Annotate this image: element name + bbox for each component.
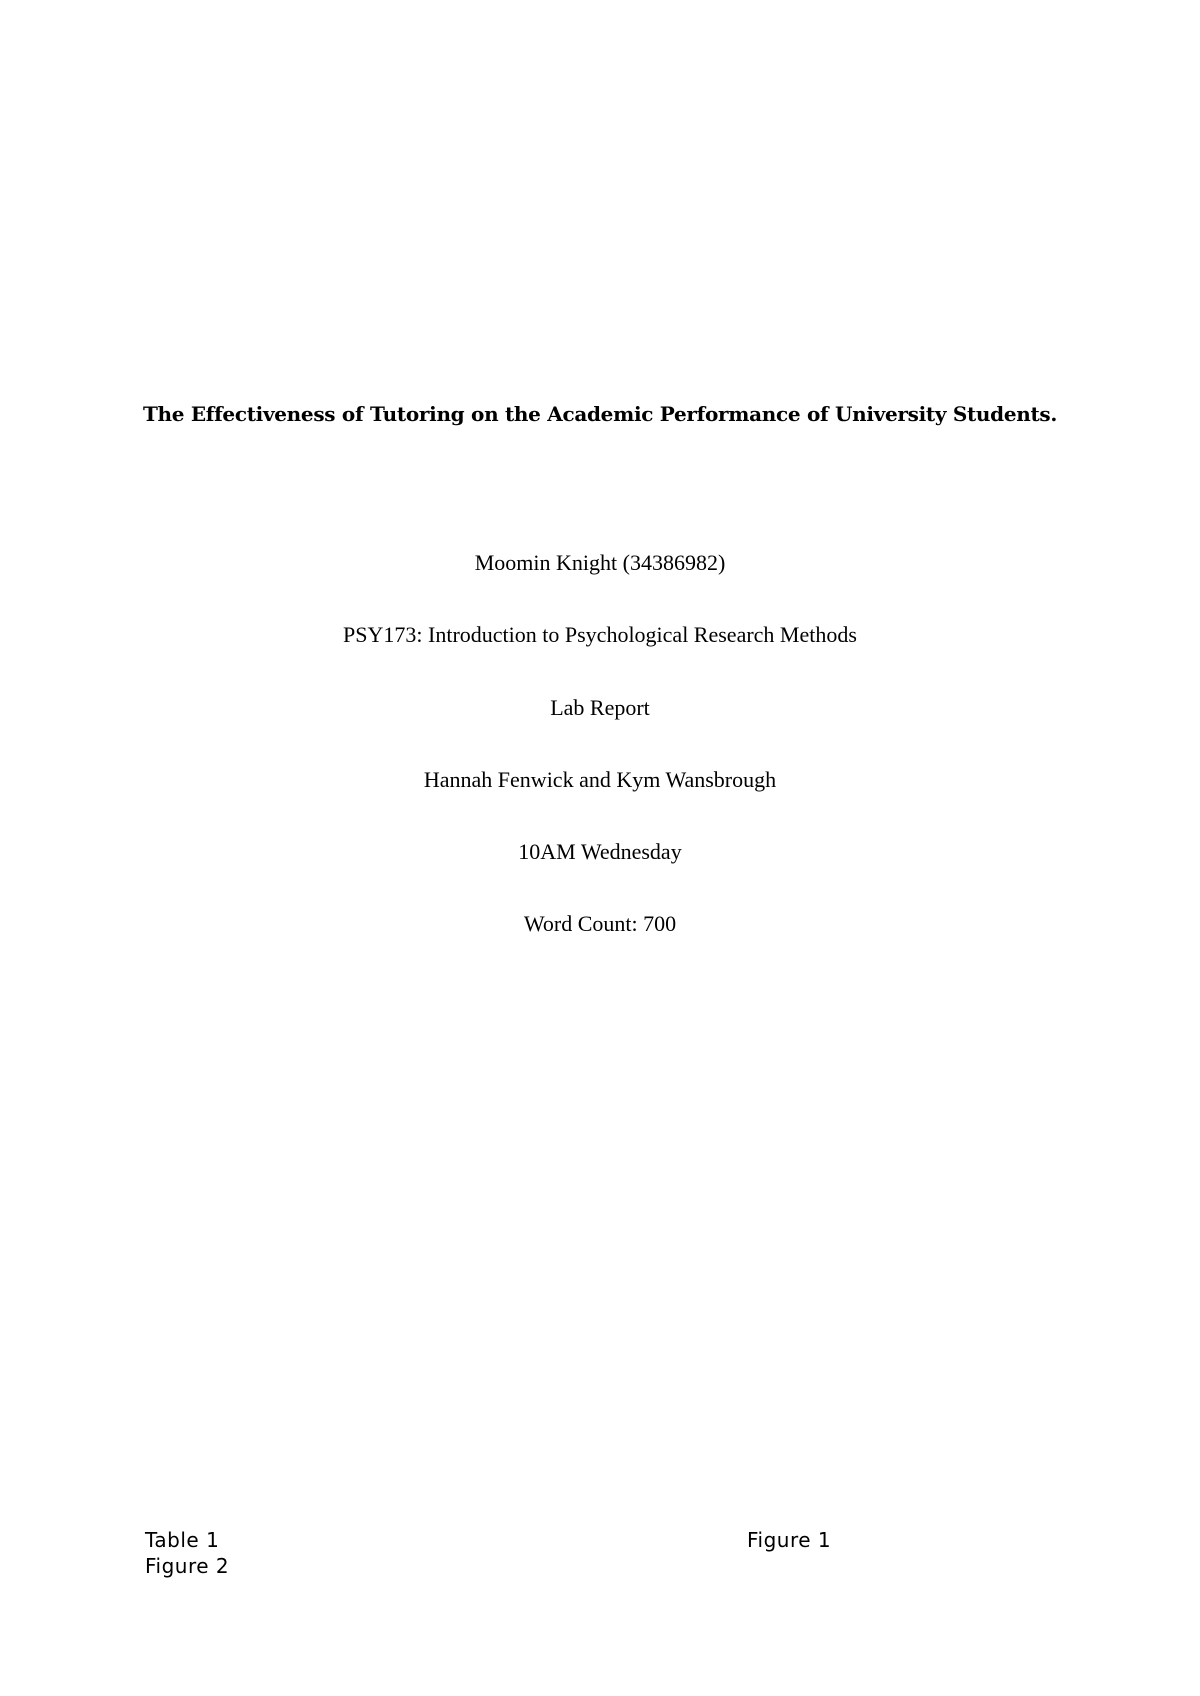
tutors-line: Hannah Fenwick and Kym Wansbrough	[423, 767, 777, 792]
table-1-label: Table 1	[145, 1528, 220, 1552]
class-time-line: 10AM Wednesday	[518, 839, 682, 864]
figure-2-label: Figure 2	[145, 1554, 230, 1578]
word-count-line: Word Count: 700	[523, 911, 677, 936]
author-line: Moomin Knight (34386982)	[474, 550, 726, 575]
report-type-line: Lab Report	[550, 695, 650, 720]
course-line: PSY173: Introduction to Psychological Research Methods	[343, 622, 857, 647]
document-title: The Effectiveness of Tutoring on the Academic Performance of University Students.	[142, 402, 1058, 426]
figure-1-label: Figure 1	[747, 1528, 832, 1552]
